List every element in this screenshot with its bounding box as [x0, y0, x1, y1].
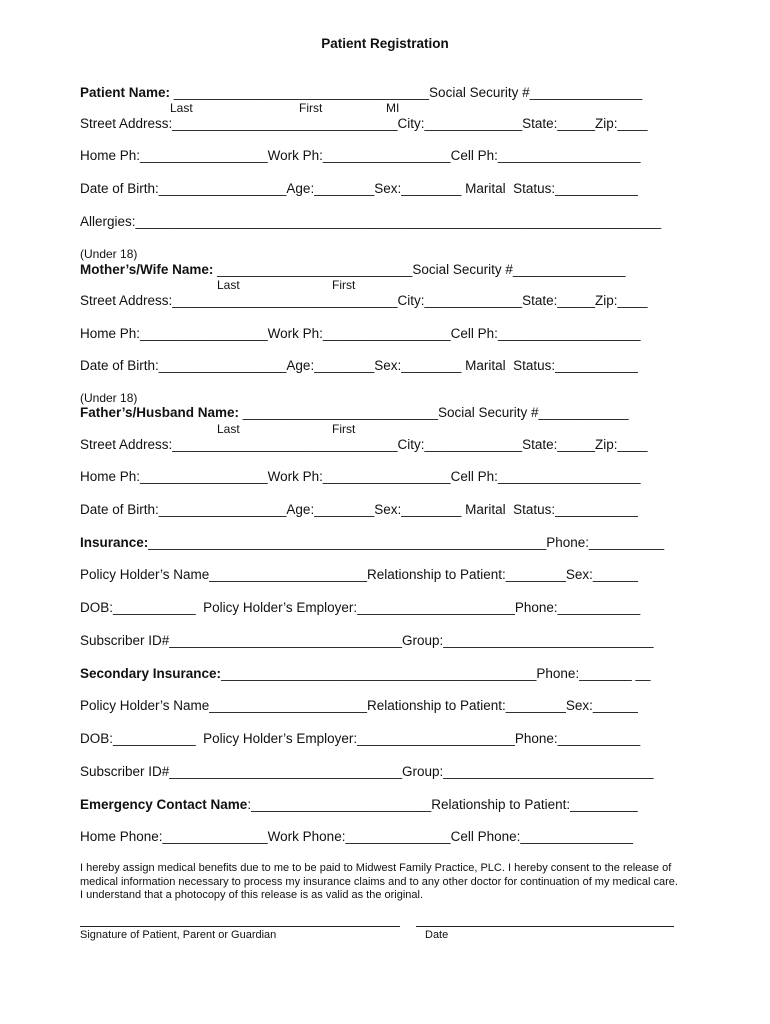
father-name-line [80, 405, 629, 421]
secondary-insurance-field[interactable]: __________________________________________Phone:_______ __ [221, 666, 651, 681]
mother-last-caption: Last [217, 278, 240, 292]
father-name-label: Father’s/Husband Name: [80, 405, 240, 420]
secondary-insurance-label: Secondary Insurance: [80, 666, 222, 681]
insurance-subscriber-field[interactable]: Subscriber ID#_______________________________Group:____________________________ [80, 633, 654, 648]
mother-name-field[interactable]: __________________________Social Security #_______________ [213, 262, 626, 277]
emergency-phones-field[interactable]: Home Phone:______________Work Phone:______________Cell Phone:_______________ [80, 829, 633, 844]
father-phones-field[interactable]: Home Ph:_________________Work Ph:_________________Cell Ph:___________________ [80, 469, 641, 484]
insurance-line [80, 535, 664, 551]
secondary-subscriber-field[interactable]: Subscriber ID#_______________________________Group:____________________________ [80, 764, 654, 779]
father-last-caption: Last [217, 422, 240, 436]
mother-name-label: Mother’s/Wife Name: [80, 262, 214, 277]
page-title: Patient Registration [321, 36, 449, 51]
secondary-dob-employer-field[interactable]: DOB:___________ Policy Holder’s Employer:_____________________Phone:___________ [80, 731, 641, 746]
consent-paragraph: I hereby assign medical benefits due to me to be paid to Midwest Family Practice, PLC. I hereby consent to the release of medical information necessary to process my insurance claims and to any other doctor for continuation of my medical care. I understand that a photocopy of this release is as valid as the original. [80, 862, 678, 901]
patient-phones-field[interactable]: Home Ph:_________________Work Ph:_________________Cell Ph:___________________ [80, 148, 641, 163]
patient-name-line [80, 85, 642, 101]
patient-allergies-field[interactable]: Allergies:______________________________________________________________________ [80, 214, 662, 229]
mother-first-caption: First [332, 278, 356, 292]
father-under18-note: (Under 18) [80, 391, 138, 405]
secondary-policy-holder-field[interactable]: Policy Holder’s Name_____________________Relationship to Patient:________Sex:______ [80, 698, 638, 713]
insurance-label: Insurance: [80, 535, 149, 550]
insurance-policy-holder-field[interactable]: Policy Holder’s Name_____________________Relationship to Patient:________Sex:______ [80, 567, 638, 582]
father-street-address-field[interactable]: Street Address:______________________________City:_____________State:_____Zip:____ [80, 437, 648, 452]
date-label: Date [425, 929, 449, 941]
mother-street-address-field[interactable]: Street Address:______________________________City:_____________State:_____Zip:____ [80, 293, 648, 308]
patient-signature-label: Signature of Patient, Parent or Guardian [80, 929, 277, 941]
emergency-contact-label: Emergency Contact Name [80, 797, 248, 812]
patient-mi-caption: MI [386, 101, 400, 115]
emergency-contact-field[interactable]: :________________________Relationship to Patient:_________ [247, 797, 638, 812]
mother-phones-field[interactable]: Home Ph:_________________Work Ph:_________________Cell Ph:___________________ [80, 326, 641, 341]
patient-dob-field[interactable]: Date of Birth:_________________Age:________Sex:________ Marital Status:___________ [80, 181, 638, 196]
insurance-dob-employer-field[interactable]: DOB:___________ Policy Holder’s Employer:_____________________Phone:___________ [80, 600, 641, 615]
father-name-field[interactable]: __________________________Social Security #____________ [239, 405, 629, 420]
patient-first-caption: First [299, 101, 323, 115]
patient-name-field[interactable]: __________________________________Social Security #_______________ [170, 85, 643, 100]
mother-dob-field[interactable]: Date of Birth:_________________Age:________Sex:________ Marital Status:___________ [80, 358, 638, 373]
father-dob-field[interactable]: Date of Birth:_________________Age:________Sex:________ Marital Status:___________ [80, 502, 638, 517]
secondary-insurance-line [80, 666, 651, 682]
date-signature-line[interactable] [416, 926, 674, 927]
mother-under18-note: (Under 18) [80, 247, 138, 261]
patient-signature-line[interactable] [80, 926, 400, 927]
patient-street-address-field[interactable]: Street Address:______________________________City:_____________State:_____Zip:____ [80, 116, 648, 131]
patient-last-caption: Last [170, 101, 193, 115]
emergency-contact-line [80, 797, 638, 813]
father-first-caption: First [332, 422, 356, 436]
mother-name-line [80, 262, 626, 278]
insurance-field[interactable]: _____________________________________________________Phone:__________ [148, 535, 665, 550]
patient-name-label: Patient Name: [80, 85, 171, 100]
